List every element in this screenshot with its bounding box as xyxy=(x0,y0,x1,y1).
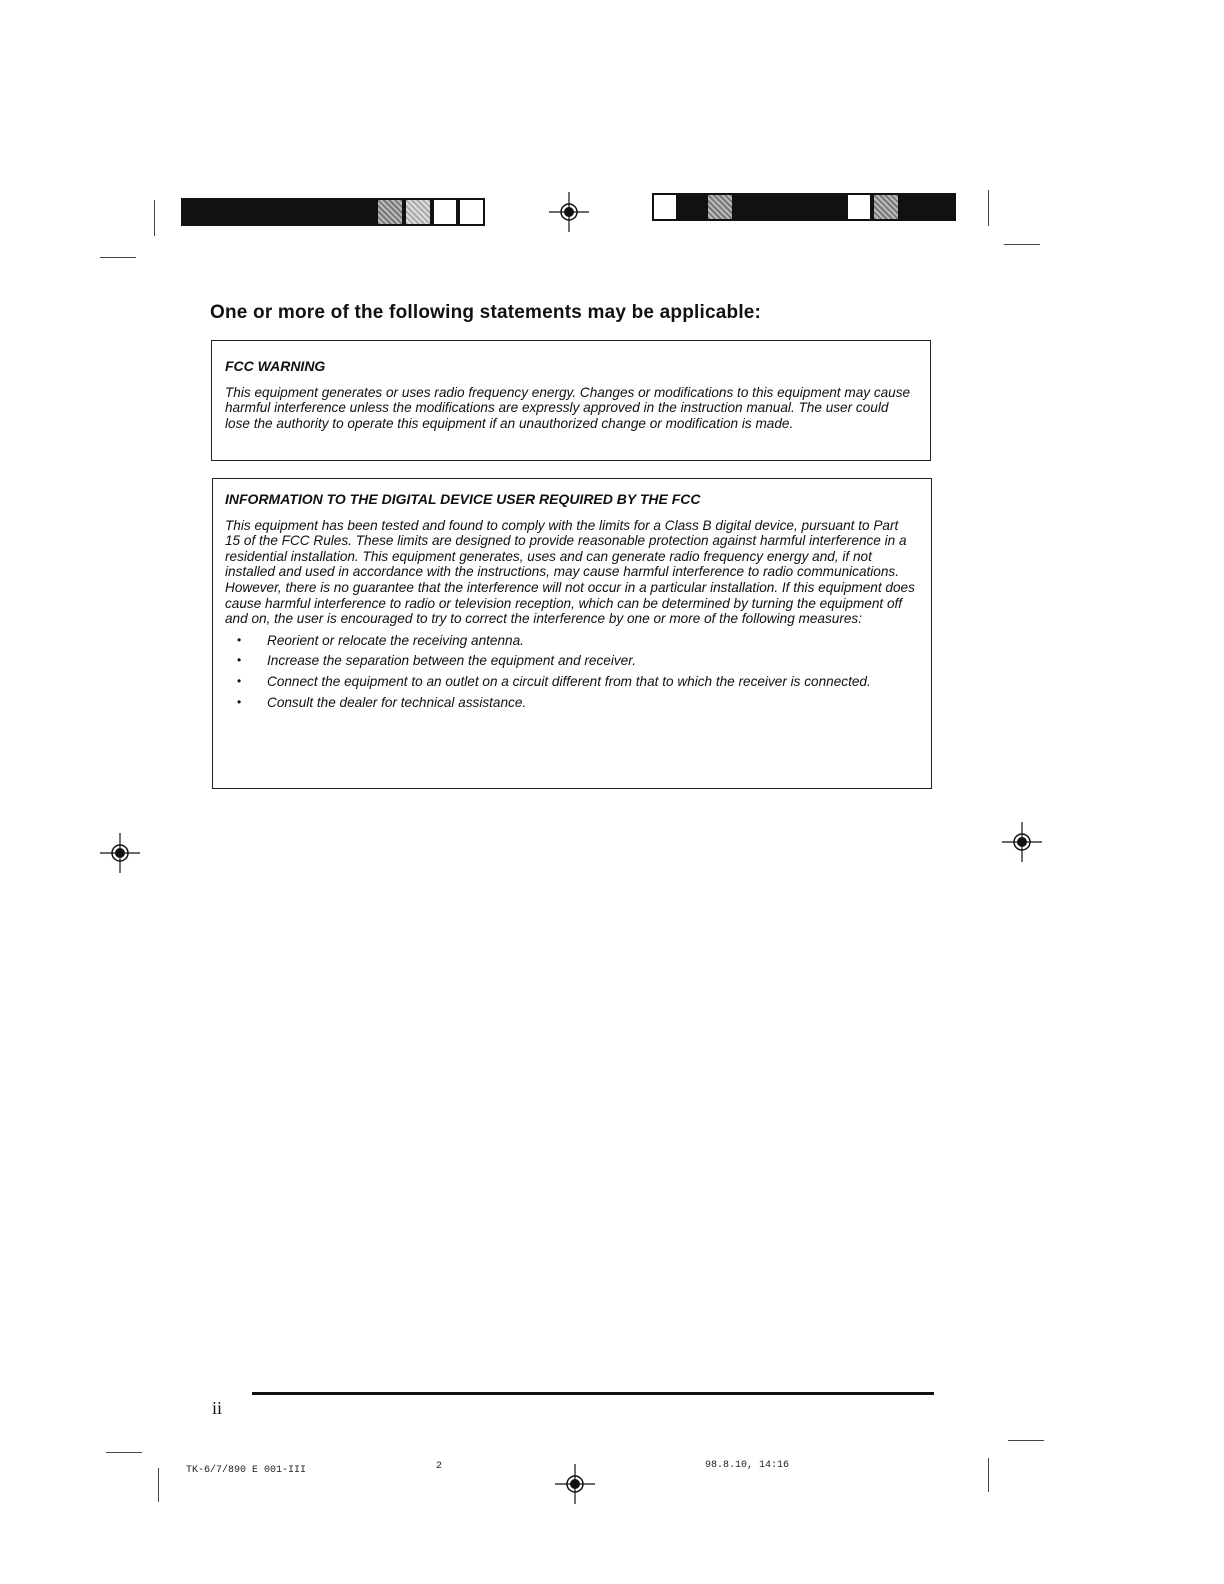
sheet-number: 2 xyxy=(436,1461,443,1472)
crop-mark-top-right xyxy=(988,190,989,226)
list-item: • Increase the separation between the equipment and receiver. xyxy=(225,653,917,669)
crop-mark-right-lower xyxy=(1008,1440,1044,1441)
registration-target-icon xyxy=(555,1464,595,1504)
measures-list xyxy=(225,633,917,710)
fcc-warning-box xyxy=(211,340,931,461)
digital-device-title: INFORMATION TO THE DIGITAL DEVICE USER REQUIRED BY THE FCC xyxy=(225,491,701,507)
page-number: ii xyxy=(212,1398,223,1418)
crop-mark-right-upper xyxy=(1004,244,1040,245)
digital-device-info-box xyxy=(212,478,932,789)
fcc-warning-title: FCC WARNING xyxy=(225,358,326,374)
crop-mark-left-upper xyxy=(100,257,136,258)
print-timestamp: 98.8.10, 14:16 xyxy=(705,1460,790,1471)
list-item: • Connect the equipment to an outlet on a circuit different from that to which the receiver is connected. xyxy=(225,674,917,690)
page-heading: One or more of the following statements may be applicable: xyxy=(210,302,762,323)
digital-device-text: This equipment has been tested and found to comply with the limits for a Class B digital device, pursuant to Part 15 of the FCC Rules. These limits are designed to provide reasonable protection against harmful interference in a residential installation. This equipment generates, uses and can generate radio frequency energy and, if not installed and used in accordance with the instructions, may cause harmful interference to radio communications. However, there is no guarantee that the interference will not occur in a particular installation. If this equipment does cause harmful interference to radio or television reception, which can be determined by turning the equipment off and on, the user is encouraged to try to correct the interference by one or more of the following measures: xyxy=(225,517,915,627)
registration-target-icon xyxy=(549,192,589,232)
registration-target-icon xyxy=(1002,822,1042,862)
list-item: • Consult the dealer for technical assistance. xyxy=(225,695,917,711)
crop-mark-bottom-right xyxy=(988,1458,989,1492)
crop-mark-top-left xyxy=(154,200,155,236)
crop-mark-left-lower xyxy=(106,1452,142,1453)
list-item: • Reorient or relocate the receiving antenna. xyxy=(225,633,917,649)
fcc-warning-text: This equipment generates or uses radio frequency energy. Changes or modifications to this equipment may cause harmful interference unless the modifications are expressly approved in the instruction manual. The user could lose the authority to operate this equipment if an unauthorized change or modification is made. xyxy=(225,384,911,431)
crop-mark-bottom-left xyxy=(158,1468,159,1502)
registration-target-icon xyxy=(100,833,140,873)
doc-code: TK-6/7/890 E 001-III xyxy=(186,1465,307,1476)
footer-rule xyxy=(252,1392,934,1395)
